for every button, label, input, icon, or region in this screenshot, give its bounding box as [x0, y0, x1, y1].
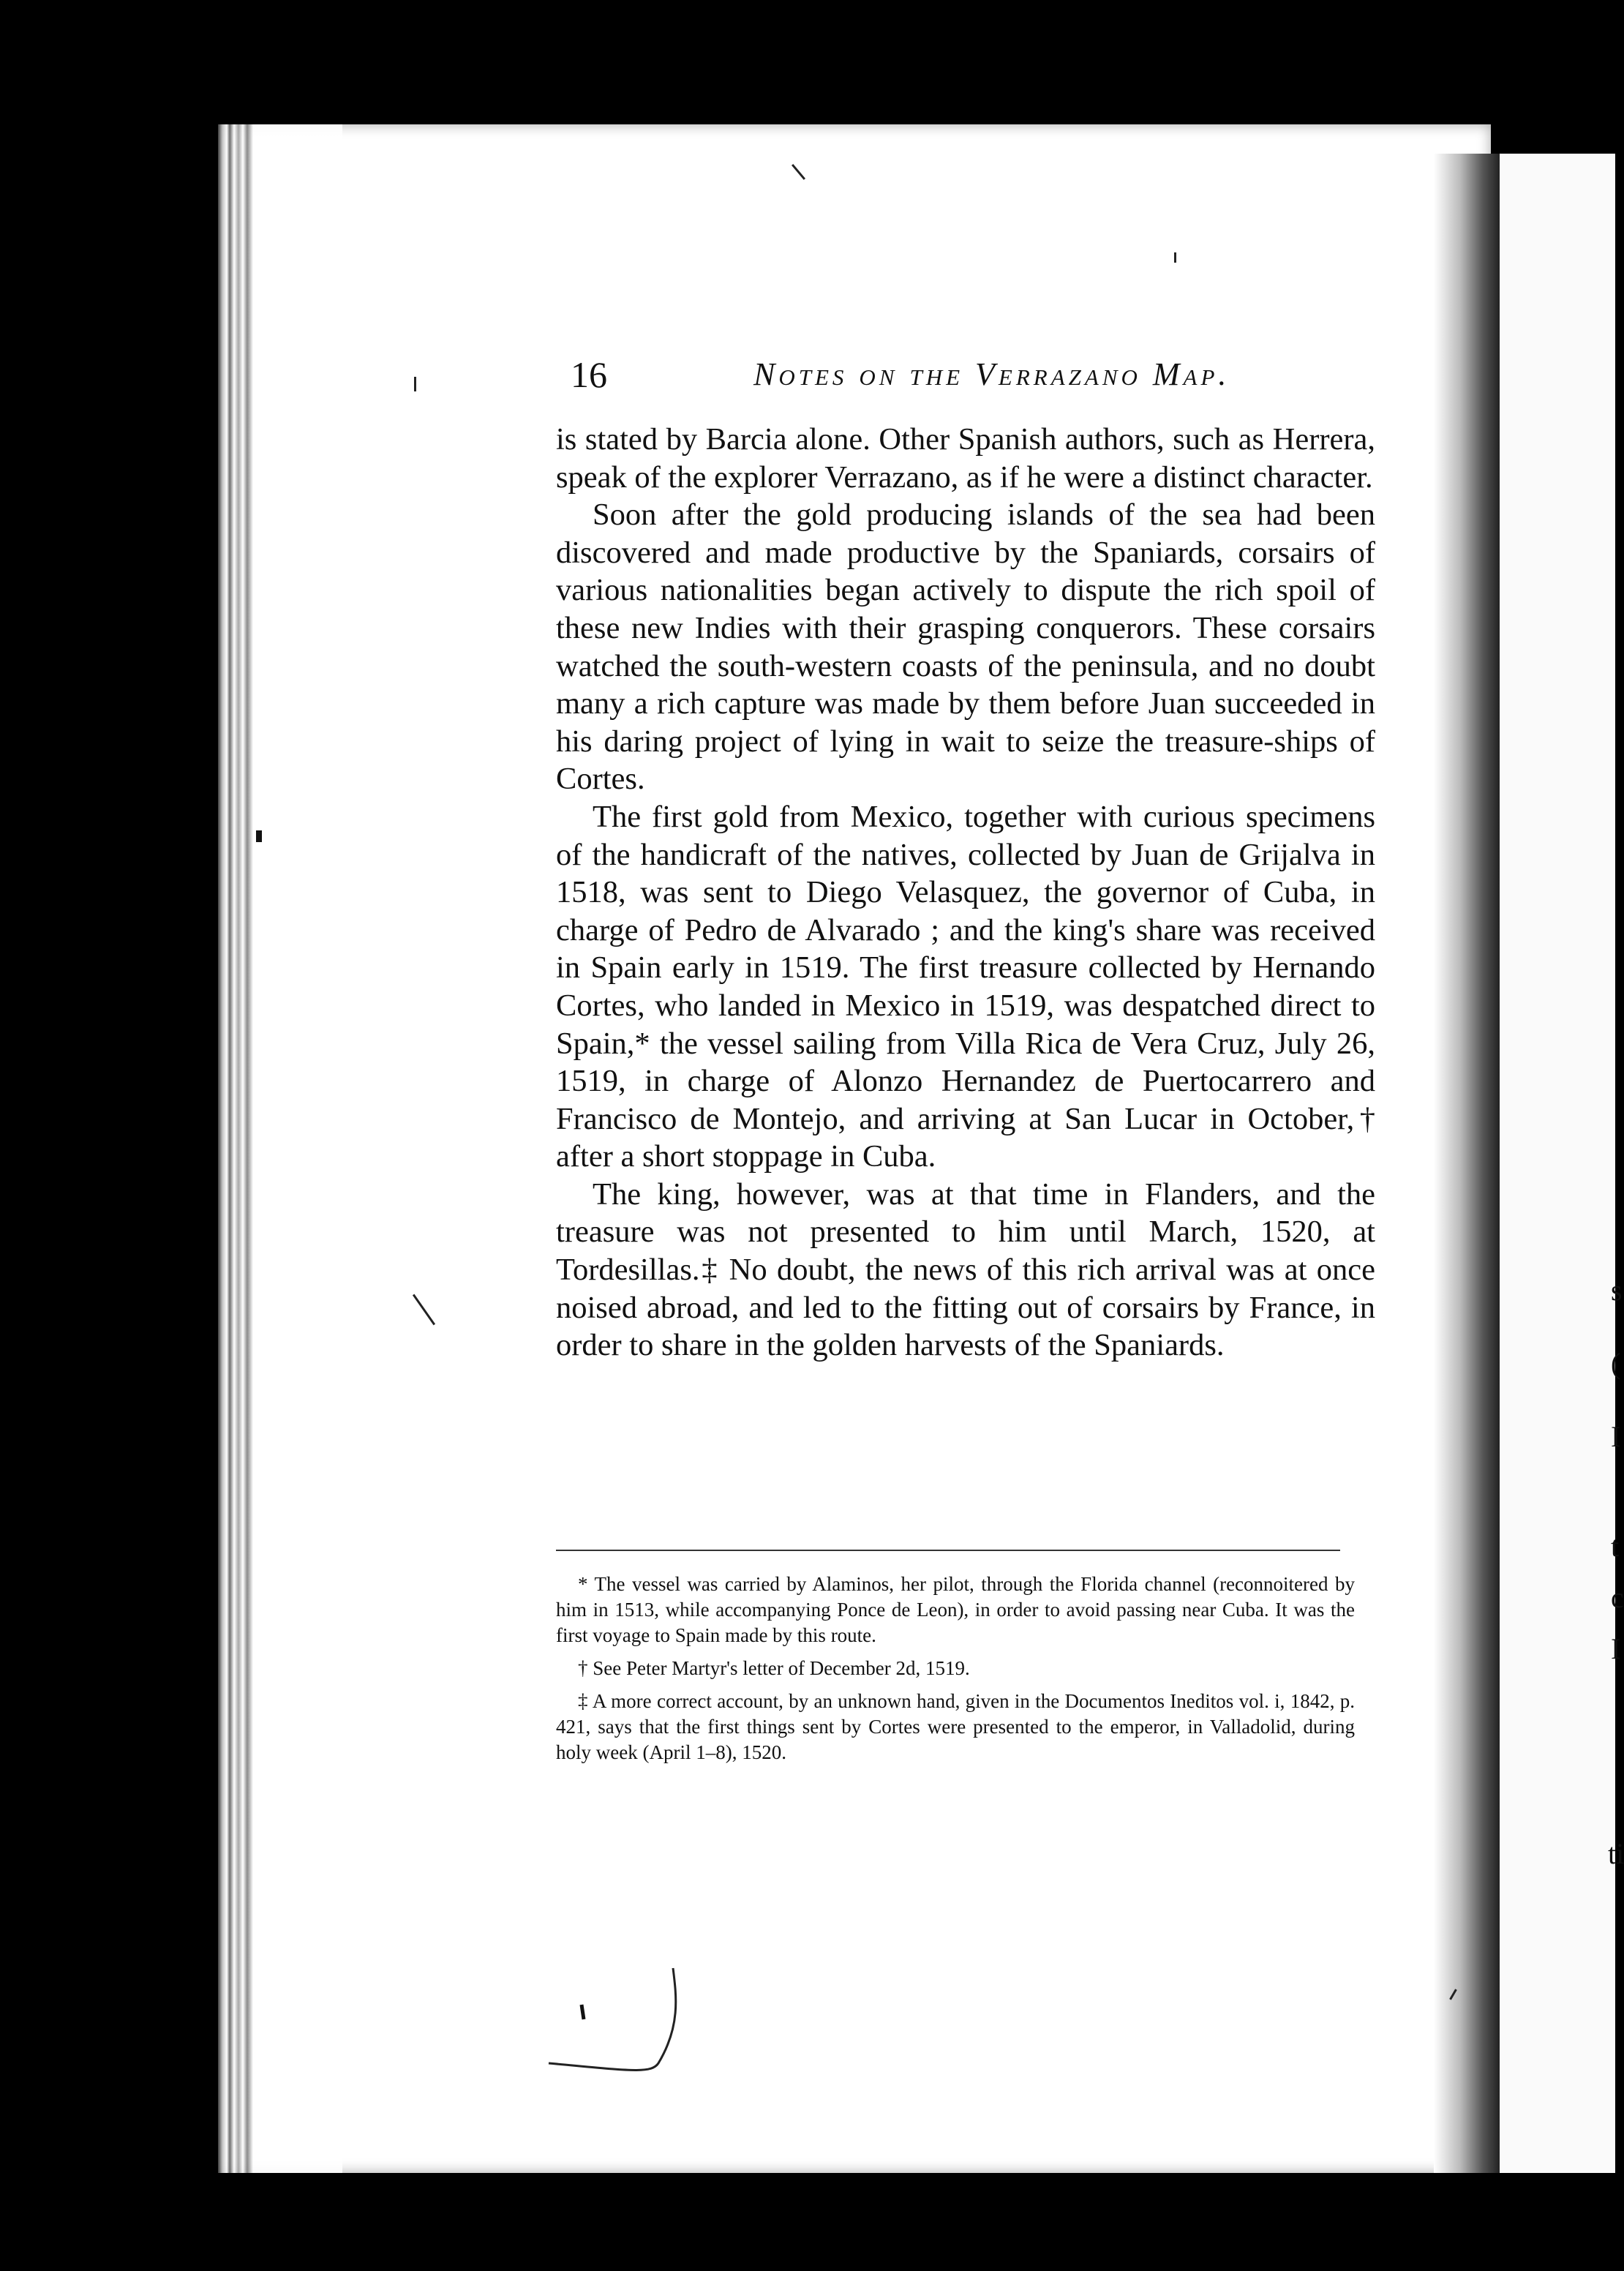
- paragraph: Soon after the gold producing islands of the sea had been discovered and made productive by the Spaniards, corsairs of various nationalities began actively to dispute the rich spoil of these new Indies with their grasping conquerors. These corsairs watched the south-western coasts of the peninsula, and no doubt many a rich capture was made by them before Juan succeeded in his daring project of lying in wait to seize the treasure-ships of Cortes.: [556, 498, 1375, 797]
- paragraph: The king, however, was at that time in Flanders, and the treasure was not presented to him until March, 1520, at Tordesillas.‡ No doubt, the news of this rich arrival was at once noised abroad, and led to the fitting out of corsairs by France, in order to share in the golden harvests of the Spaniards.: [556, 1176, 1375, 1363]
- facing-page-fragment: s: [1611, 1274, 1623, 1307]
- page-number: 16: [571, 354, 607, 395]
- facing-page-fragment: I: [1611, 1420, 1621, 1453]
- film-scratch: [1174, 252, 1176, 263]
- facing-page-fragment: t: [1611, 1530, 1620, 1563]
- paragraph: is stated by Barcia alone. Other Spanish authors, such as Herrera, speak of the explorer Verrazano, as if he were a distinct character.: [556, 422, 1375, 495]
- footnotes: [556, 1572, 1355, 1773]
- body-text: [556, 421, 1375, 1365]
- running-title: Notes on the Verrazano Map.: [753, 356, 1230, 392]
- page-edges: [218, 124, 342, 2173]
- paragraph: The first gold from Mexico, together with curious specimens of the handicraft of the natives, collected by Juan de Grijalva in 1518, was sent to Diego Velasquez, the governor of Cuba, in charge of Pedro de Alvarado ; and the king's share was received in Spain early in 1519. The first treasure collected by Hernando Cortes, who landed in Mexico in 1519, was despatched direct to Spain,* the vessel sailing from Villa Rica de Vera Cruz, July 26, 1519, in charge of Alonzo Hernandez de Puertocarrero and Francisco de Montejo, and arriving at San Lucar in October,† after a short stoppage in Cuba.: [556, 799, 1375, 1174]
- facing-page-fragment: ti: [1608, 1837, 1624, 1870]
- facing-page-fragment: (: [1611, 1347, 1621, 1380]
- footnote-rule: [556, 1550, 1340, 1551]
- footnote: † See Peter Martyr's letter of December 2d, 1519.: [578, 1657, 970, 1679]
- facing-page-fragment: c: [1611, 1581, 1624, 1614]
- footnote: * The vessel was carried by Alaminos, her pilot, through the Florida channel (reconnoitered by him in 1513, while accompanying Ponce de Leon), in order to avoid passing near Cuba. It was the first voyage to Spain made by this route.: [556, 1573, 1355, 1646]
- pencil-mark: [541, 1961, 702, 2085]
- facing-page-sliver: [1500, 154, 1624, 2173]
- film-scratch: [414, 377, 416, 391]
- film-speck: [256, 830, 262, 842]
- facing-page-fragment: I: [1611, 1632, 1621, 1665]
- gutter-shadow: [1434, 154, 1500, 2173]
- footnote: ‡ A more correct account, by an unknown hand, given in the Documentos Ineditos vol. i, 1842, p. 421, says that the first things sent by Cortes were presented to the emperor, in Valladolid, during holy week (April 1–8), 1520.: [556, 1690, 1355, 1763]
